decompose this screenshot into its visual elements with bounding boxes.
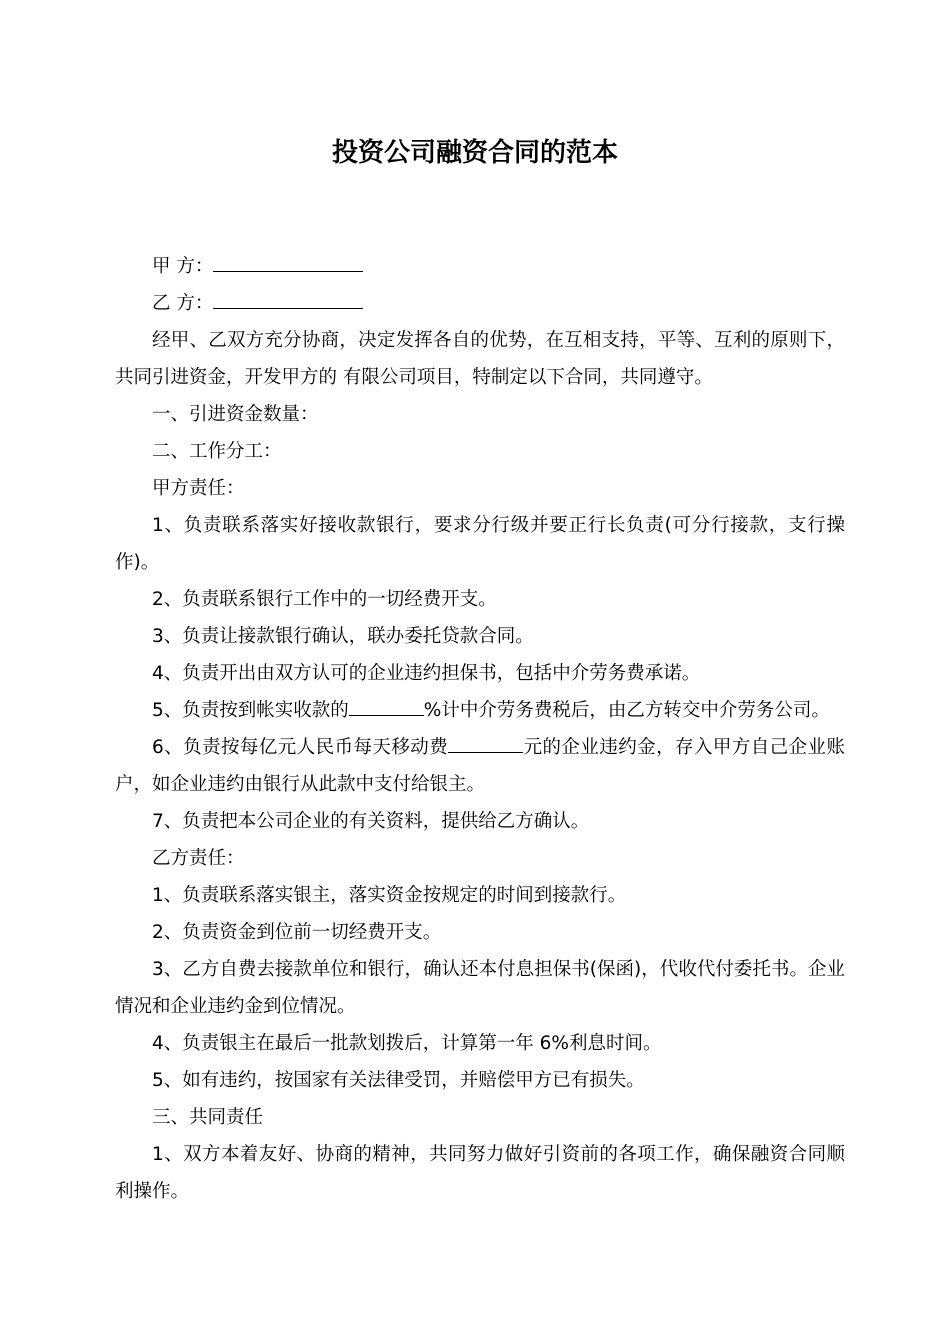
party-a-clause-4: 4、负责开出由双方认可的企业违约担保书，包括中介劳务费承诺。	[152, 663, 701, 684]
party-a-clause-3: 3、负责让接款银行确认，联办委托贷款合同。	[152, 626, 534, 647]
percentage-blank	[349, 693, 424, 716]
party-a-clause-7: 7、负责把本公司企业的有关资料，提供给乙方确认。	[152, 811, 590, 832]
party-a-clause-6	[115, 729, 845, 803]
section-3-heading: 三、共同责任	[152, 1107, 264, 1128]
clause-6-text-start: 6、负责按每亿元人民币每天移动费	[152, 737, 449, 758]
party-a-clause-2: 2、负责联系银行工作中的一切经费开支。	[152, 589, 497, 610]
party-a-clause-1: 1、负责联系落实好接收款银行，要求分行级并要正行长负责(可分行接款，支行操作)。	[115, 515, 845, 573]
party-b-clause-4: 4、负责银主在最后一批款划拨后，计算第一年 6%利息时间。	[152, 1033, 662, 1054]
party-a-clause-5	[115, 692, 845, 729]
party-a-line	[115, 248, 845, 285]
party-a-duty-heading: 甲方责任：	[152, 478, 245, 499]
intro-paragraph: 经甲、乙双方充分协商，决定发挥各自的优势，在互相支持，平等、互利的原则下，共同引进资金，开发甲方的 有限公司项目，特制定以下合同，共同遵守。	[115, 330, 845, 388]
party-a-label: 甲 方：	[152, 256, 214, 277]
party-b-blank	[213, 286, 363, 309]
clause-5-text-end: %计中介劳务费税后，由乙方转交中介劳务公司。	[423, 700, 830, 721]
party-b-label: 乙 方：	[152, 293, 214, 314]
clause-6-text-end: 元的企业违约金，存入甲方自己企业账户，如企业违约由银行从此款中支付给银主。	[115, 737, 845, 795]
party-b-duty-heading: 乙方责任：	[152, 848, 245, 869]
section-2-heading: 二、工作分工：	[152, 441, 282, 462]
party-b-line	[115, 285, 845, 322]
fee-blank	[448, 730, 523, 753]
clause-5-text-start: 5、负责按到帐实收款的	[152, 700, 349, 721]
party-b-clause-1: 1、负责联系落实银主，落实资金按规定的时间到接款行。	[152, 885, 627, 906]
party-b-clause-2: 2、负责资金到位前一切经费开支。	[152, 922, 442, 943]
document-body	[115, 248, 845, 1210]
document-title: 投资公司融资合同的范本	[331, 138, 618, 168]
section-1-heading: 一、引进资金数量：	[152, 404, 319, 425]
joint-clause-1: 1、双方本着友好、协商的精神，共同努力做好引资前的各项工作，确保融资合同顺利操作。	[115, 1144, 845, 1202]
party-a-blank	[213, 249, 363, 272]
party-b-clause-5: 5、如有违约，按国家有关法律受罚，并赔偿甲方已有损失。	[152, 1070, 645, 1091]
party-b-clause-3: 3、乙方自费去接款单位和银行，确认还本付息担保书(保函)，代收代付委托书。企业情况和企业违约金到位情况。	[115, 959, 845, 1017]
